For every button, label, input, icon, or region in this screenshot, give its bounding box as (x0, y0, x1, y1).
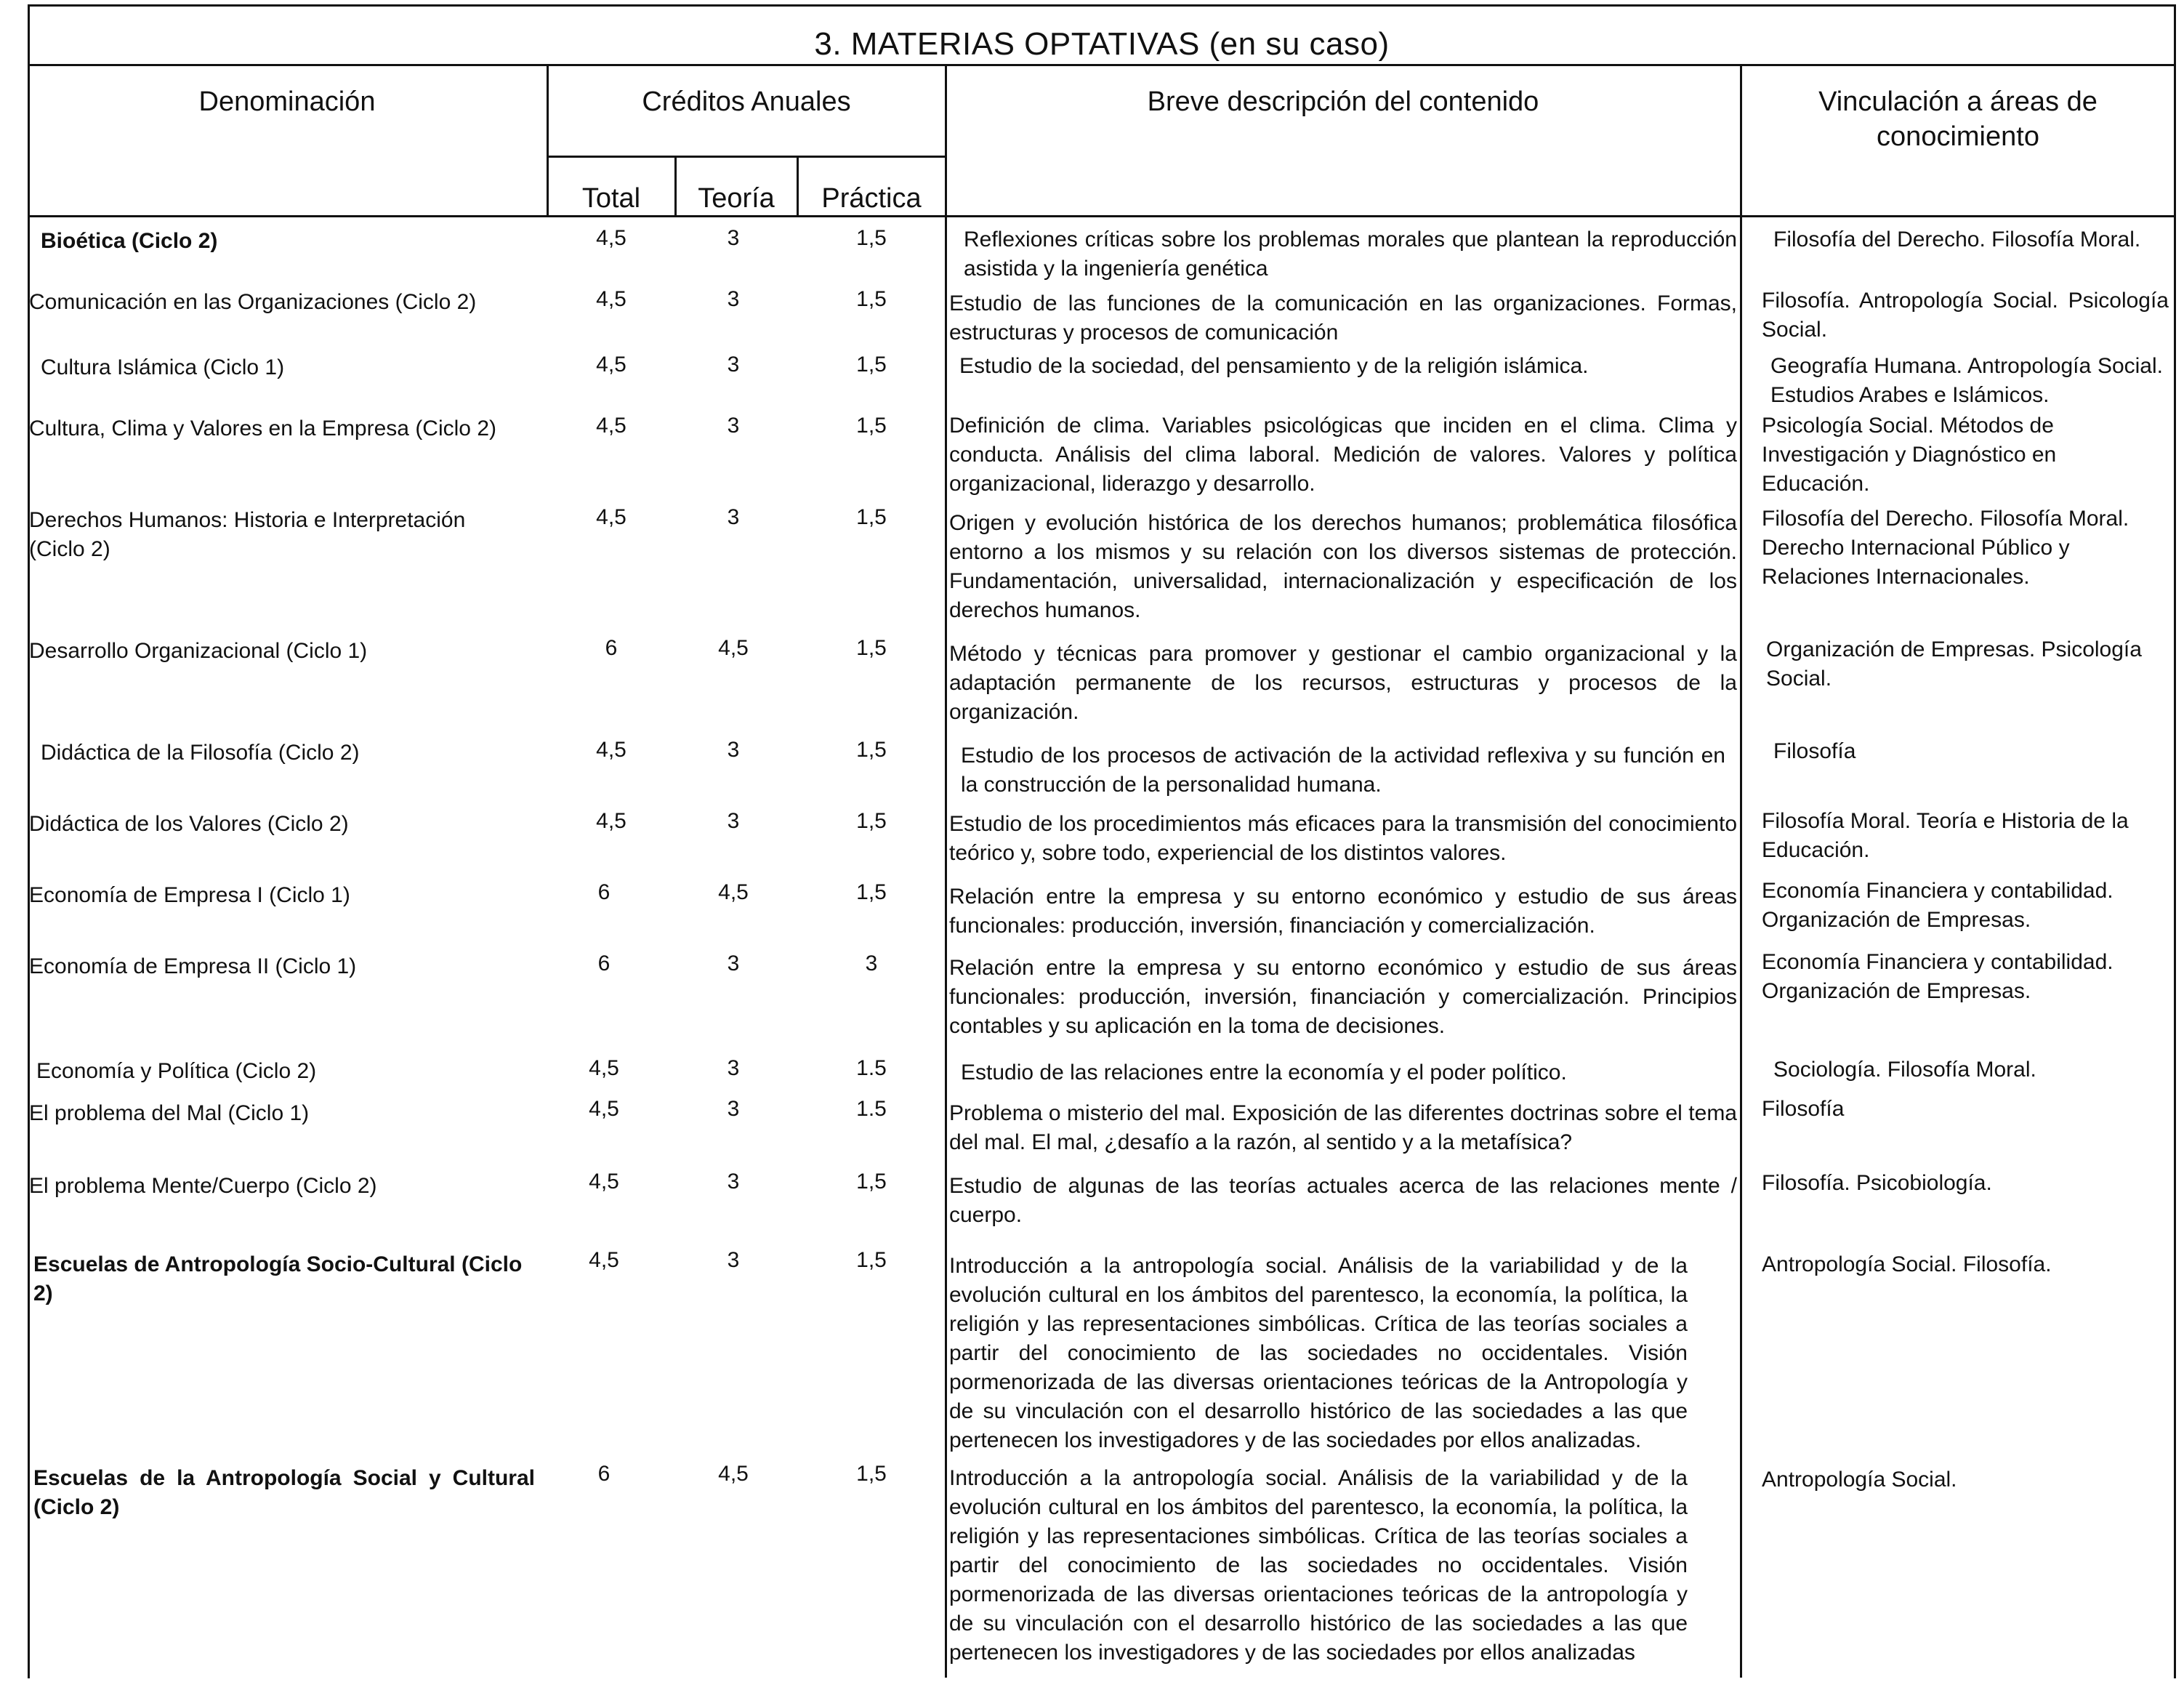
row-total: 4,5 (589, 1097, 619, 1121)
row-desc: Definición de clima. Variables psicológicas que inciden en el clima. Clima y conducta. Análisis del clima laboral. Medición de valores. Valores y política organizacional, liderazgo y desarrollo. (949, 414, 1737, 496)
header-divider (28, 215, 2176, 217)
row-desc: Estudio de los procesos de activación de la actividad reflexiva y su función en la construcción de la personalidad humana. (961, 744, 1725, 797)
row-area: Filosofía (1773, 739, 1856, 763)
row-total: 4,5 (589, 1056, 619, 1080)
row-total: 4,5 (596, 414, 626, 438)
row-practica: 1,5 (856, 226, 887, 250)
row-practica: 1,5 (856, 738, 887, 762)
row-name: Cultura, Clima y Valores en la Empresa (Ciclo 2) (29, 417, 496, 440)
row-total: 4,5 (596, 287, 626, 311)
row-total: 6 (597, 1462, 611, 1486)
row-teoria: 3 (727, 287, 740, 311)
header-creditos: Créditos Anuales (642, 86, 851, 117)
row-total: 4,5 (589, 1170, 619, 1194)
row-teoria: 3 (727, 505, 740, 529)
col-divider-4 (945, 64, 947, 1678)
row-area: Economía Financiera y contabilidad. Organización de Empresas. (1762, 879, 2114, 932)
row-desc: Origen y evolución histórica de los derechos humanos; problemática filosófica entorno a los mismos y su relación con los diversos sistemas de protección. Fundamentación, universalidad, internacionalización y especificación de los derechos humanos. (949, 511, 1737, 622)
row-total: 4,5 (589, 1248, 619, 1272)
row-area: Filosofía del Derecho. Filosofía Moral. Derecho Internacional Público y Relaciones Internacionales. (1762, 507, 2129, 589)
header-total: Total (581, 183, 641, 214)
header-practica: Práctica (821, 183, 922, 214)
row-practica: 1,5 (856, 1248, 887, 1272)
row-desc: Estudio de las funciones de la comunicación en las organizaciones. Formas, estructuras y procesos de comunicación (949, 291, 1737, 345)
row-total: 6 (597, 880, 611, 904)
row-area: Filosofía. Psicobiología. (1762, 1171, 1992, 1195)
row-practica: 1,5 (856, 505, 887, 529)
row-name: Derechos Humanos: Historia e Interpretación (Ciclo 2) (29, 508, 466, 561)
row-area: Antropología Social. (1762, 1468, 1957, 1492)
row-area: Filosofía. Antropología Social. Psicología Social. (1762, 289, 2169, 342)
row-practica: 1,5 (856, 1462, 887, 1486)
row-desc: Reflexiones críticas sobre los problemas morales que plantean la reproducción asistida y la ingeniería genética (964, 228, 1737, 281)
row-total: 4,5 (596, 505, 626, 529)
row-teoria: 4,5 (718, 636, 749, 660)
row-desc: Estudio de algunas de las teorías actuales acerca de las relaciones mente / cuerpo. (949, 1174, 1737, 1227)
row-teoria: 3 (727, 226, 740, 250)
row-teoria: 3 (727, 809, 740, 833)
row-teoria: 3 (727, 1248, 740, 1272)
row-teoria: 4,5 (718, 1462, 749, 1486)
row-practica: 1,5 (856, 809, 887, 833)
row-practica: 1,5 (856, 414, 887, 438)
header-teoria: Teoría (698, 183, 775, 214)
row-practica: 1,5 (856, 353, 887, 377)
row-total: 4,5 (596, 809, 626, 833)
row-area: Antropología Social. Filosofía. (1762, 1252, 2052, 1276)
row-practica: 3 (865, 951, 878, 975)
row-teoria: 3 (727, 738, 740, 762)
row-teoria: 3 (727, 414, 740, 438)
row-name: Escuelas de Antropología Socio-Cultural (Ciclo 2) (33, 1252, 523, 1305)
header-descripcion: Breve descripción del contenido (1147, 86, 1539, 117)
row-area: Filosofía (1762, 1097, 1845, 1121)
row-total: 4,5 (596, 353, 626, 377)
row-total: 6 (597, 951, 611, 975)
row-total: 4,5 (596, 738, 626, 762)
row-name: Bioética (Ciclo 2) (41, 229, 218, 253)
row-area: Filosofía del Derecho. Filosofía Moral. (1773, 228, 2141, 252)
row-teoria: 3 (727, 1170, 740, 1194)
row-practica: 1,5 (856, 880, 887, 904)
row-area: Geografía Humana. Antropología Social. Estudios Arabes e Islámicos. (1770, 354, 2163, 407)
row-teoria: 4,5 (718, 880, 749, 904)
row-practica: 1,5 (856, 287, 887, 311)
row-desc: Estudio de los procedimientos más eficaces para la transmisión del conocimiento teórico y, sobre todo, experiencial de los distintos valores. (949, 812, 1737, 865)
row-desc: Introducción a la antropología social. Análisis de la variabilidad y de la evolución cultural en los ámbitos del parentesco, la economía, la política, la religión y las representaciones simbólicas. Crítica de las teorías sociales a partir del conocimiento de las sociedades no occidentales. Visión pormenorizada de las diversas orientaciones teóricas de la antropología y de su vinculación con el desarrollo histórico de las sociedades a las que pertenecen los investigadores y de las sociedades por ellos analizadas (949, 1466, 1688, 1665)
row-area: Filosofía Moral. Teoría e Historia de la Educación. (1762, 809, 2129, 862)
row-practica: 1.5 (856, 1097, 887, 1121)
row-teoria: 3 (727, 951, 740, 975)
row-name: Escuelas de la Antropología Social y Cultural (Ciclo 2) (33, 1466, 535, 1519)
header-denominacion: Denominación (198, 86, 376, 117)
row-teoria: 3 (727, 353, 740, 377)
title-divider (28, 64, 2176, 66)
row-desc: Método y técnicas para promover y gestionar el cambio organizacional y la adaptación permanente de los recursos, estructuras y procesos de la organización. (949, 642, 1737, 724)
row-area: Economía Financiera y contabilidad. Organización de Empresas. (1762, 950, 2114, 1003)
row-total: 4,5 (596, 226, 626, 250)
row-name: El problema Mente/Cuerpo (Ciclo 2) (29, 1174, 377, 1198)
row-name: Desarrollo Organizacional (Ciclo 1) (29, 639, 368, 663)
row-teoria: 3 (727, 1097, 740, 1121)
row-name: Economía de Empresa I (Ciclo 1) (29, 883, 350, 907)
row-name: Cultura Islámica (Ciclo 1) (41, 355, 285, 379)
creditos-divider (547, 156, 945, 158)
row-desc: Estudio de la sociedad, del pensamiento y de la religión islámica. (959, 354, 1589, 378)
row-total: 6 (605, 636, 618, 660)
row-teoria: 3 (727, 1056, 740, 1080)
row-name: Economía y Política (Ciclo 2) (36, 1059, 317, 1083)
row-name: Didáctica de la Filosofía (Ciclo 2) (41, 741, 360, 765)
row-desc: Introducción a la antropología social. Análisis de la variabilidad y de la evolución cultural en los ámbitos del parentesco, la economía, la política, la religión y las representaciones simbólicas. Crítica de las teorías sociales a partir del conocimiento de las sociedades no occidentales. Visión pormenorizada de las diversas orientaciones teóricas de la Antropología y de su vinculación con el desarrollo histórico de las sociedades a las que pertenecen los investigadores y de las sociedades por ellos analizadas. (949, 1254, 1688, 1452)
row-area: Psicología Social. Métodos de Investigación y Diagnóstico en Educación. (1762, 414, 2057, 496)
page-title: 3. MATERIAS OPTATIVAS (en su caso) (814, 26, 1390, 62)
row-desc: Estudio de las relaciones entre la economía y el poder político. (961, 1061, 1567, 1085)
col-divider-5 (1740, 64, 1742, 1678)
row-name: El problema del Mal (Ciclo 1) (29, 1101, 310, 1125)
row-desc: Relación entre la empresa y su entorno económico y estudio de sus áreas funcionales: producción, inversión, financiación y comercialización. (949, 885, 1737, 938)
row-area: Organización de Empresas. Psicología Social. (1766, 637, 2142, 691)
row-practica: 1,5 (856, 1170, 887, 1194)
row-practica: 1.5 (856, 1056, 887, 1080)
row-name: Comunicación en las Organizaciones (Ciclo 2) (29, 290, 477, 314)
row-desc: Relación entre la empresa y su entorno económico y estudio de sus áreas funcionales: producción, inversión, financiación y comercialización. Principios contables y su aplicación en la toma de decisiones. (949, 956, 1737, 1038)
row-area: Sociología. Filosofía Moral. (1773, 1058, 2036, 1082)
row-practica: 1,5 (856, 636, 887, 660)
row-name: Economía de Empresa II (Ciclo 1) (29, 954, 357, 978)
row-name: Didáctica de los Valores (Ciclo 2) (29, 812, 349, 836)
row-desc: Problema o misterio del mal. Exposición de las diferentes doctrinas sobre el tema del mal. El mal, ¿desafío a la razón, al sentido y a la metafísica? (949, 1101, 1737, 1154)
header-vinculacion: Vinculación a áreas de conocimiento (1818, 86, 2098, 152)
